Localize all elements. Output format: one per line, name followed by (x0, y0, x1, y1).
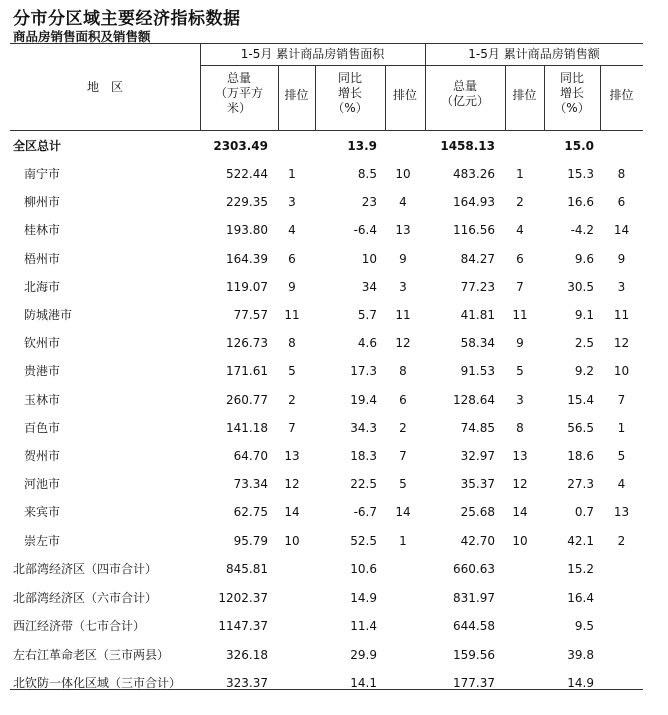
table-row (10, 329, 643, 357)
amount-yoy-rank-value: 1 (617, 420, 626, 435)
area-yoy-value: 29.9 (350, 647, 377, 662)
amount-yoy-rank-value: 13 (613, 505, 630, 520)
table-row-region (10, 555, 643, 583)
table-row (10, 245, 643, 273)
region-name: 来宾市 (24, 505, 61, 520)
amount-value: 35.37 (460, 477, 495, 492)
table-row (10, 414, 643, 442)
area-value: 522.44 (226, 167, 268, 181)
area-rank-value: 10 (284, 533, 300, 548)
amount-rank-value: 1 (516, 167, 524, 181)
amount-value: 831.97 (453, 590, 495, 605)
table-row (10, 188, 643, 216)
table-row (10, 470, 643, 498)
area-rank-header: 排位 (284, 88, 309, 102)
amount-yoy-rank-value: 2 (617, 533, 626, 548)
table-row (10, 301, 643, 329)
amount-yoy-value: 9.5 (574, 619, 594, 634)
amount-value: 177.37 (453, 676, 495, 691)
area-rank-value: 6 (288, 251, 296, 266)
amount-rank-header: 排位 (512, 88, 537, 102)
amount-value: 77.23 (460, 279, 495, 294)
amount-total-header: 总量 （亿元） (440, 79, 489, 108)
region-name: 左右江革命老区（三市两县） (13, 647, 170, 662)
amount-yoy-rank-value: 12 (613, 336, 630, 351)
area-rank-value: 8 (288, 336, 296, 351)
amount-yoy-rank-header: 排位 (609, 88, 634, 102)
area-value: 323.37 (226, 676, 268, 691)
area-value: 193.80 (226, 223, 268, 238)
region-name: 梧州市 (24, 251, 61, 266)
area-yoy-rank-value: 14 (395, 505, 411, 520)
amount-yoy-value: 15.2 (567, 562, 594, 576)
amount-rank-value: 5 (516, 364, 524, 379)
area-value: 260.77 (226, 392, 268, 407)
amount-yoy-rank-value: 7 (617, 392, 626, 407)
area-value: 164.39 (226, 251, 268, 266)
header-bottom-rule (10, 130, 643, 131)
amount-yoy-value: 27.3 (567, 477, 594, 492)
area-yoy-rank-value: 4 (399, 195, 407, 210)
amount-value: 159.56 (453, 647, 495, 662)
area-rank-value: 11 (284, 308, 300, 322)
amount-value: 42.70 (460, 533, 495, 548)
amount-value: 644.58 (453, 619, 495, 634)
area-yoy-value: 18.3 (350, 449, 377, 463)
amount-yoy-rank-value: 10 (613, 364, 630, 379)
amount-value: 1458.13 (440, 139, 495, 153)
amount-value: 84.27 (460, 251, 495, 266)
area-yoy-header: 同比 增长 （%） (332, 71, 368, 115)
area-yoy-value: 10 (361, 251, 377, 266)
region-name: 崇左市 (24, 533, 61, 548)
amount-yoy-rank-value: 3 (617, 279, 626, 294)
area-yoy-value: 14.1 (350, 676, 377, 691)
amount-rank-value: 14 (512, 505, 528, 520)
table-row (10, 527, 643, 555)
table-row (10, 442, 643, 470)
region-name: 北部湾经济区（六市合计） (13, 590, 158, 605)
area-yoy-rank-value: 5 (399, 477, 407, 492)
amount-rank-value: 7 (516, 279, 524, 294)
area-value: 1202.37 (218, 590, 268, 605)
area-yoy-rank-value: 6 (399, 392, 407, 407)
amount-yoy-value: 15.0 (564, 139, 594, 153)
amount-yoy-rank-value: 11 (613, 308, 630, 322)
region-name: 南宁市 (24, 167, 61, 181)
area-yoy-rank-value: 3 (399, 279, 407, 294)
area-rank-value: 1 (288, 167, 296, 181)
amount-yoy-rank-value: 14 (613, 223, 630, 238)
table-row (10, 498, 643, 526)
area-rank-value: 13 (284, 449, 300, 463)
area-yoy-rank-value: 10 (395, 167, 411, 181)
amount-yoy-value: 15.4 (567, 392, 594, 407)
area-yoy-rank-value: 13 (395, 223, 411, 238)
amount-value: 116.56 (453, 223, 495, 238)
area-value: 2303.49 (213, 139, 268, 153)
region-name: 河池市 (24, 477, 61, 492)
region-name: 西江经济带（七市合计） (13, 619, 146, 634)
area-value: 229.35 (226, 195, 268, 210)
area-rank-value: 3 (288, 195, 296, 210)
amount-value: 91.53 (460, 364, 495, 379)
amount-rank-value: 12 (512, 477, 528, 492)
amount-value: 74.85 (460, 420, 495, 435)
area-value: 126.73 (226, 336, 268, 351)
amount-value: 128.64 (453, 392, 495, 407)
area-value: 64.70 (233, 449, 268, 463)
amount-value: 32.97 (460, 449, 495, 463)
amount-rank-value: 13 (512, 449, 528, 463)
area-value: 845.81 (226, 562, 268, 576)
table-row-total (10, 132, 643, 160)
area-yoy-value: 5.7 (357, 308, 377, 322)
region-name: 玉林市 (24, 392, 61, 407)
table-row (10, 273, 643, 301)
amount-yoy-rank-value: 6 (617, 195, 626, 210)
area-yoy-rank-value: 7 (399, 449, 407, 463)
region-name: 百色市 (24, 420, 61, 435)
amount-value: 58.34 (460, 336, 495, 351)
amount-value: 164.93 (453, 195, 495, 210)
table-subtitle: 商品房销售面积及销售额 (13, 29, 151, 44)
table-top-rule (10, 43, 643, 44)
area-yoy-value: 22.5 (350, 477, 377, 492)
area-yoy-rank-value: 1 (399, 533, 407, 548)
amount-yoy-value: 9.1 (574, 308, 594, 322)
area-yoy-value: 4.6 (357, 336, 377, 351)
area-value: 62.75 (233, 505, 268, 520)
amount-yoy-value: 56.5 (567, 420, 594, 435)
amount-rank-value: 8 (516, 420, 524, 435)
area-yoy-value: 14.9 (350, 590, 377, 605)
area-yoy-value: -6.7 (353, 505, 377, 520)
area-group-header: 1-5月 累计商品房销售面积 (240, 47, 385, 61)
amount-yoy-value: 18.6 (567, 449, 594, 463)
area-yoy-value: 34 (361, 279, 377, 294)
region-name: 防城港市 (24, 308, 73, 322)
area-yoy-value: 17.3 (350, 364, 377, 379)
area-yoy-value: 10.6 (350, 562, 377, 576)
table-row (10, 216, 643, 244)
area-yoy-value: 23 (361, 195, 377, 210)
amount-value: 25.68 (460, 505, 495, 520)
table-row (10, 386, 643, 414)
area-yoy-rank-header: 排位 (392, 88, 417, 102)
amount-yoy-value: 9.6 (574, 251, 594, 266)
table-row (10, 160, 643, 188)
area-value: 95.79 (233, 533, 268, 548)
area-rank-value: 7 (288, 420, 296, 435)
amount-group-header: 1-5月 累计商品房销售额 (468, 47, 600, 61)
area-yoy-value: 34.3 (350, 420, 377, 435)
area-value: 73.34 (233, 477, 268, 492)
area-rank-value: 4 (288, 223, 296, 238)
region-name: 贵港市 (24, 364, 61, 379)
area-rank-value: 14 (284, 505, 300, 520)
group-header-rule (200, 65, 643, 66)
area-rank-value: 5 (288, 364, 296, 379)
area-yoy-value: 13.9 (347, 139, 377, 153)
region-header: 地 区 (86, 80, 123, 94)
amount-yoy-rank-value: 8 (617, 167, 626, 181)
amount-rank-value: 3 (516, 392, 524, 407)
region-name: 北部湾经济区（四市合计） (13, 562, 158, 576)
table-row-region (10, 669, 643, 697)
amount-yoy-value: 14.9 (567, 676, 594, 691)
region-name: 桂林市 (24, 223, 61, 238)
amount-rank-value: 4 (516, 223, 524, 238)
area-value: 77.57 (233, 308, 268, 322)
area-yoy-value: -6.4 (353, 223, 377, 238)
area-yoy-rank-value: 9 (399, 251, 407, 266)
region-name: 钦州市 (24, 336, 61, 351)
amount-yoy-value: 16.6 (567, 195, 594, 210)
amount-rank-value: 2 (516, 195, 524, 210)
area-rank-value: 12 (284, 477, 300, 492)
region-name: 全区总计 (13, 139, 62, 153)
area-yoy-value: 8.5 (357, 167, 377, 181)
area-yoy-rank-value: 8 (399, 364, 407, 379)
region-name: 北钦防一体化区域（三市合计） (13, 676, 182, 691)
table-row-region (10, 641, 643, 669)
area-yoy-value: 19.4 (350, 392, 377, 407)
amount-yoy-value: 42.1 (567, 533, 594, 548)
amount-rank-value: 9 (516, 336, 524, 351)
area-yoy-rank-value: 11 (395, 308, 411, 322)
data-table (10, 43, 643, 690)
page-title: 分市分区域主要经济指标数据 (13, 9, 241, 29)
amount-yoy-rank-value: 5 (617, 449, 626, 463)
table-row (10, 357, 643, 385)
amount-yoy-value: 2.5 (574, 336, 594, 351)
amount-yoy-value: 16.4 (567, 590, 594, 605)
area-yoy-value: 11.4 (350, 619, 377, 634)
area-value: 1147.37 (218, 619, 268, 634)
region-name: 北海市 (24, 279, 61, 294)
area-value: 119.07 (226, 279, 268, 294)
area-rank-value: 2 (288, 392, 296, 407)
area-yoy-value: 52.5 (350, 533, 377, 548)
area-yoy-rank-value: 2 (399, 420, 407, 435)
amount-yoy-value: 30.5 (567, 279, 594, 294)
table-row-region (10, 584, 643, 612)
amount-rank-value: 6 (516, 251, 524, 266)
amount-yoy-value: 39.8 (567, 647, 594, 662)
amount-yoy-value: 0.7 (574, 505, 594, 520)
table-row-region (10, 612, 643, 640)
area-yoy-rank-value: 12 (395, 336, 411, 351)
region-name: 贺州市 (24, 449, 61, 463)
amount-yoy-value: -4.2 (570, 223, 594, 238)
amount-value: 41.81 (460, 308, 495, 322)
amount-value: 483.26 (453, 167, 495, 181)
area-value: 171.61 (226, 364, 268, 379)
amount-yoy-rank-value: 9 (617, 251, 626, 266)
area-rank-value: 9 (288, 279, 296, 294)
amount-value: 660.63 (453, 562, 495, 576)
amount-yoy-value: 15.3 (567, 167, 594, 181)
amount-rank-value: 11 (512, 308, 528, 322)
amount-yoy-value: 9.2 (574, 364, 594, 379)
amount-yoy-header: 同比 增长 （%） (554, 71, 590, 115)
area-value: 326.18 (226, 647, 268, 662)
area-value: 141.18 (226, 420, 268, 435)
amount-rank-value: 10 (512, 533, 528, 548)
amount-yoy-rank-value: 4 (617, 477, 626, 492)
area-total-header: 总量 （万平方 米） (214, 71, 263, 115)
region-name: 柳州市 (24, 195, 61, 210)
